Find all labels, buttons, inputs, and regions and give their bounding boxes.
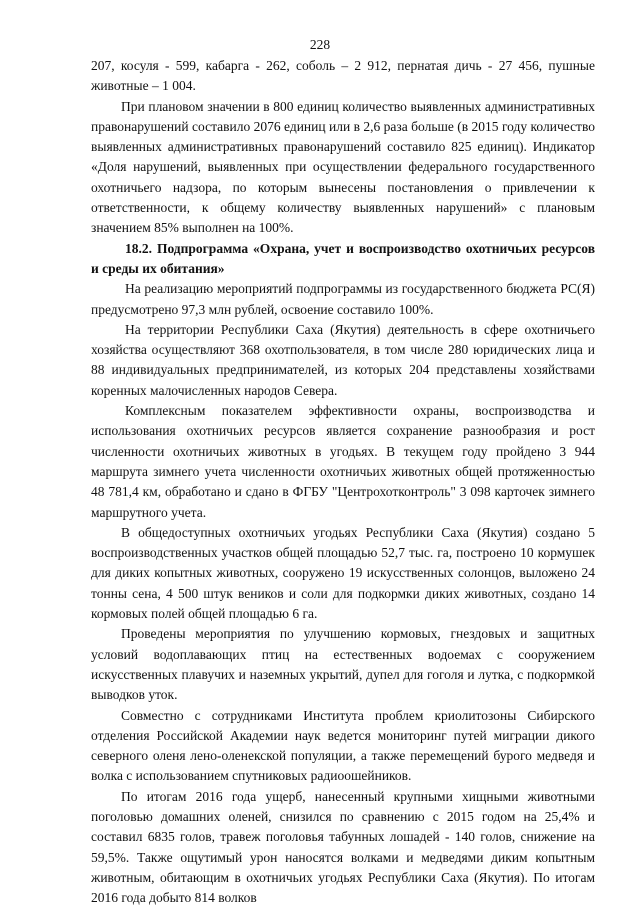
- paragraph-reproduction-sites: В общедоступных охотничьих угодьях Республики Саха (Якутия) создано 5 воспроизводственных участков общей площадью 52,7 тыс. га, построено 10 кормушек для диких копытных животных, сооружено 19 искусственных солонцов, выложено 24 тонны сена, 4 500 штук веников и соли для подкормки диких животных, создано 14 кормовых полей общей площадью 6 га.: [91, 524, 595, 622]
- page-number: 228: [309, 37, 331, 52]
- paragraph-game-harvest: 207, косуля - 599, кабарга - 262, соболь – 2 912, пернатая дичь - 27 456, пушные животные – 1 004.: [91, 58, 595, 94]
- paragraph-monitoring: Совместно с сотрудниками Института проблем криолитозоны Сибирского отделения Российской Академии наук ведется мониторинг путей миграции дикого северного оленя лено-оленекской популяции, а также перемещений бурого медведя и волка с использованием спутниковых радиоошейников.: [91, 707, 595, 784]
- paragraph-waterfowl: Проведены мероприятия по улучшению кормовых, гнездовых и защитных условий водоплавающих птиц на естественных водоемах с сооружением искусственных плавучих и наземных укрытий, дупел для гоголя и лутка, с подкормкой выводков уток.: [91, 626, 595, 703]
- paragraph-offenses: При плановом значении в 800 единиц количество выявленных административных правонарушений составило 2076 единиц или в 2,6 раза больше (в 2015 году количество выявленных административных правонарушений составило 825 единиц). Индикатор «Доля нарушений, выявленных при осуществлении федерального государственного охотничьего надзора, по которым вынесены постановления о привлечении к ответственности, к общему количеству выявленных нарушений» с плановым значением 85% выполнен на 100%.: [91, 98, 595, 236]
- section-heading: 18.2. Подпрограмма «Охрана, учет и воспроизводство охотничьих ресурсов и среды их обитания»: [91, 240, 595, 276]
- paragraph-predator-damage: По итогам 2016 года ущерб, нанесенный крупными хищными животными поголовью домашних оленей, снизился по сравнению с 2015 годом на 25,4% и составил 6835 голов, травеж поголовья табунных лошадей - 140 голов, снижение на 59,5%. Также ощутимый урон наносятся волками и медведями диким копытным животным, обитающим в охотничьих угодьях Республики Саха (Якутия). По итогам 2016 года добыто 814 волков: [91, 788, 595, 906]
- paragraph-winter-count: Комплексным показателем эффективности охраны, воспроизводства и использования охотничьих ресурсов является сохранение разнообразия и рост численности охотничьих животных в угодьях. В текущем году пройдено 3 944 маршрута зимнего учета численности охотничьих животных общей протяженностью 48 781,4 км, обработано и сдано в ФГБУ "Центрохотконтроль" 3 098 карточек зимнего маршрутного учета.: [91, 403, 595, 520]
- paragraph-budget: На реализацию мероприятий подпрограммы из государственного бюджета РС(Я) предусмотрено 97,3 млн рублей, освоение составило 100%.: [91, 281, 595, 317]
- document-body: [91, 56, 595, 908]
- paragraph-hunting-users: На территории Республики Саха (Якутия) деятельность в сфере охотничьего хозяйства осуществляют 368 охотпользователя, в том числе 280 юридических лица и 88 индивидуальных предпринимателей, из которых 204 представлены хозяйствами коренных малочисленных народов Севера.: [91, 321, 595, 398]
